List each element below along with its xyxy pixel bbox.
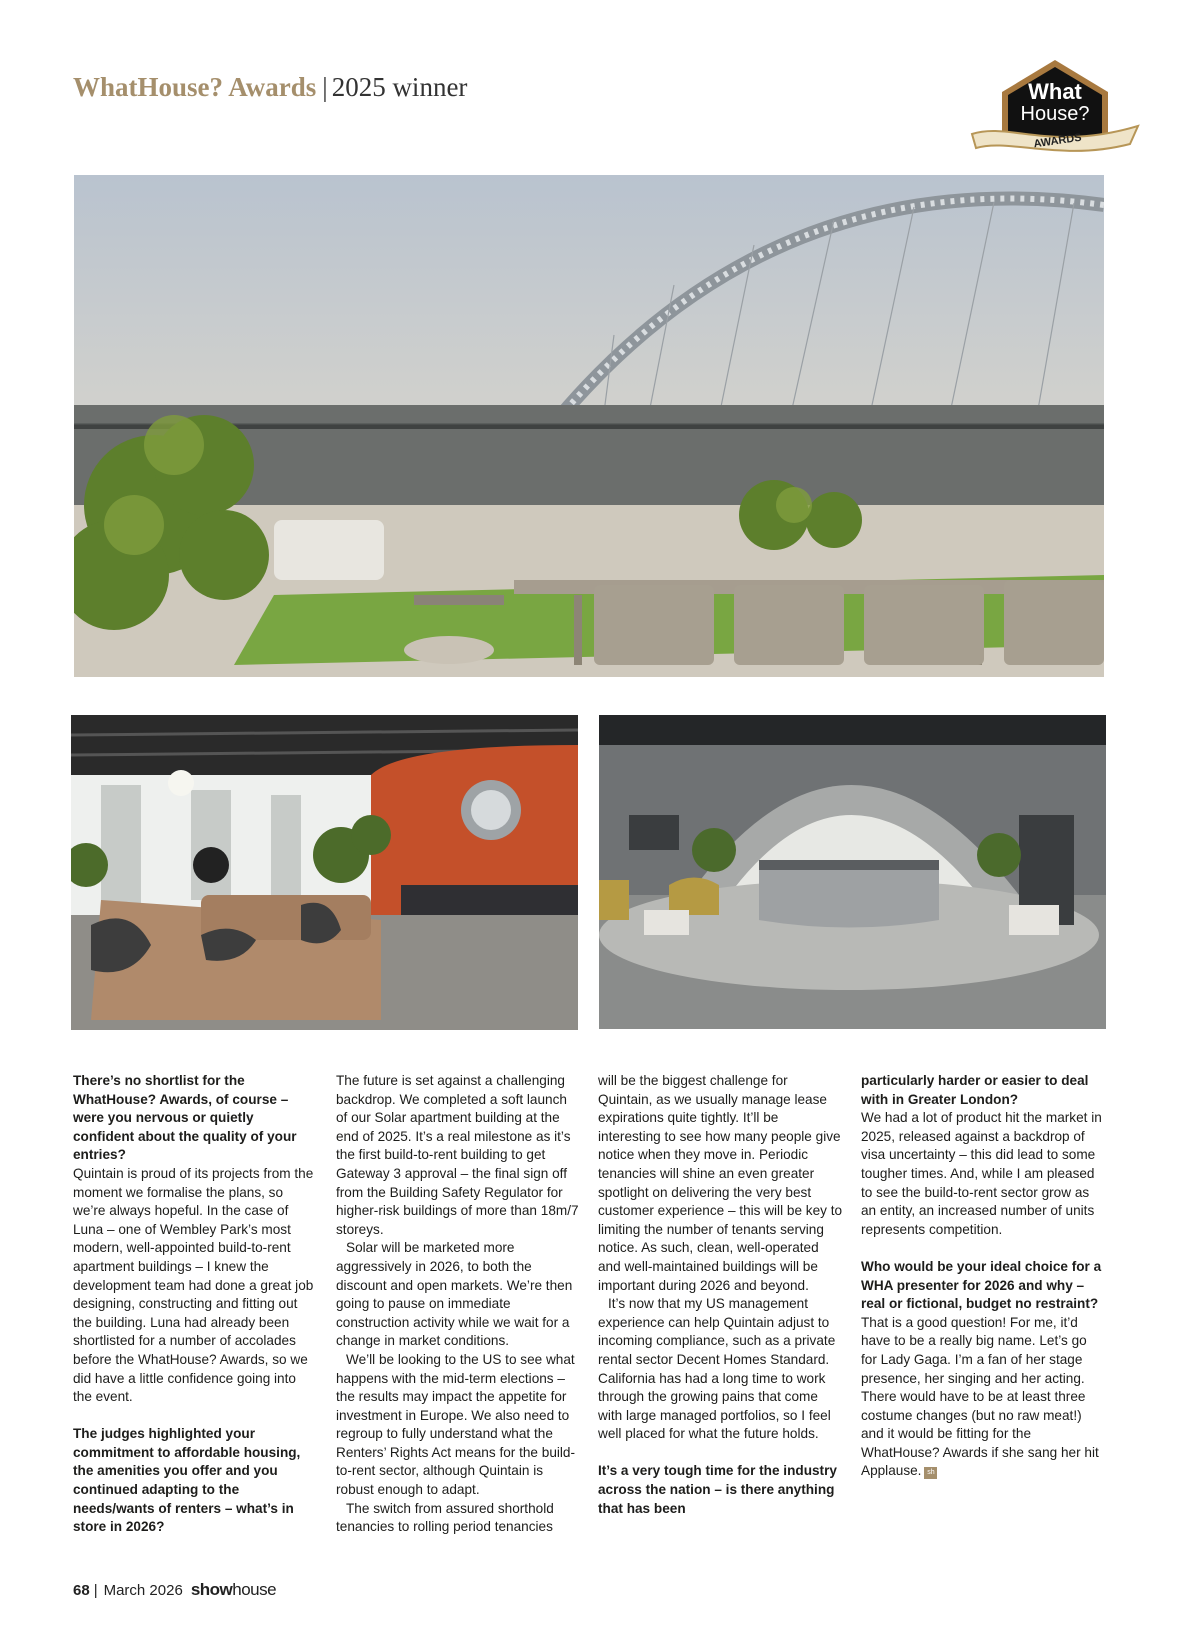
interview-question: There’s no shortlist for the WhatHouse? Awards, of course – were you nervous or quietly confident about the quality of your entries? [73, 1073, 297, 1163]
whathouse-awards-logo [970, 52, 1140, 162]
interview-question: The judges highlighted your commitment to affordable housing, the amenities you offer and you continued adapting to the needs/wants of renters – what’s in store in 2026? [73, 1426, 301, 1535]
interview-answer: We had a lot of product hit the market in 2025, released against a backdrop of visa uncertainty – this did lead to some tougher times. And, while I am pleased to see the build-to-rent sector grow as an entity, an increased number of units represents competition. [861, 1110, 1102, 1237]
page-footer [73, 1580, 276, 1600]
interview-answer-paragraph: Solar will be marketed more aggressively in 2026, to both the discount and open markets. We’re then going to pause on immediate construction activity while we wait for a change in market conditions. [336, 1240, 573, 1349]
interview-answer-paragraph: It’s now that my US management experience can help Quintain adjust to incoming compliance, such as a private rental sector Decent Homes Standard. California has had a long time to work through the growing pains that come with large managed portfolios, so I feel well placed for what the future holds. [598, 1296, 836, 1442]
interview-answer-final [861, 1314, 1106, 1481]
article-column-1 [73, 1072, 318, 1537]
end-of-article-mark: sh [924, 1467, 937, 1479]
logo-line2: House? [1020, 103, 1090, 125]
interview-answer: That is a good question! For me, it’d have to be a really big name. Let’s go for Lady Gaga. I’m a fan of her stage presence, her singing and her acting. There would have to be at least three costume changes (but no raw meat!) and it would be fitting for the WhatHouse? Awards if she sang her hit Applause. [861, 1314, 1099, 1479]
interview-answer: Quintain is proud of its projects from the moment we formalise the plans, so we’re always hopeful. In the case of Luna – one of Wembley Park’s most modern, well-appointed build-to-rent apartment buildings – I knew the development team had done a great job designing, constructing and fitting out the building. Luna had already been shortlisted for a number of accolades before the WhatHouse? Awards, so we did have a little confidence going into the event. [73, 1165, 314, 1405]
rooftop-terrace-photo [74, 175, 1104, 677]
page-header [73, 72, 467, 103]
interview-answer-paragraph: will be the biggest challenge for Quintain, as we usually manage lease expirations quite tightly. It’ll be interesting to see how many people give notice when they move in. Periodic tenancies will shine an even greater spotlight on delivering the very best customer experience – this will be key to limiting the number of tenants serving notice. As such, clean, well-operated and well-maintained buildings will be important during 2026 and beyond. [598, 1073, 843, 1293]
reception-lobby-photo [599, 715, 1106, 1029]
logo-banner: AWARDS [1032, 131, 1083, 151]
section-subtitle: 2025 winner [331, 72, 468, 102]
issue-date: March 2026 [103, 1582, 183, 1599]
lounge-interior-photo [71, 715, 578, 1030]
article-column-3 [598, 1072, 843, 1518]
logo-line1: What [1028, 79, 1082, 104]
interview-question: It’s a very tough time for the industry across the nation – is there anything that has been [598, 1463, 837, 1516]
section-title: WhatHouse? Awards [73, 72, 317, 102]
title-separator: | [322, 72, 328, 102]
article-column-2 [336, 1072, 581, 1537]
magazine-name-bold: show [190, 1580, 233, 1599]
page-number: 68 [73, 1582, 90, 1599]
article-column-4 [861, 1072, 1106, 1481]
interview-question: particularly harder or easier to deal with in Greater London? [861, 1073, 1089, 1107]
interview-question: Who would be your ideal choice for a WHA presenter for 2026 and why – real or fictional, budget no restraint? [861, 1258, 1102, 1312]
footer-separator: | [93, 1582, 98, 1599]
interview-answer-paragraph: The switch from assured shorthold tenancies to rolling period tenancies [336, 1500, 554, 1535]
interview-answer-paragraph: We’ll be looking to the US to see what happens with the mid-term elections – the results may impact the appetite for investment in Europe. We also need to regroup to fully understand what the Renters’ Rights Act means for the build-to-rent sector, although Quintain is robust enough to adapt. [336, 1351, 576, 1498]
interview-answer-paragraph: The future is set against a challenging backdrop. We completed a soft launch of our Solar apartment building at the end of 2025. It’s a real milestone as it’s the first build-to-rent building to get Gateway 3 approval – the final sign off from the Building Safety Regulator for higher-risk buildings of more than 18m/7 storeys. [336, 1073, 579, 1237]
magazine-name-light: house [232, 1580, 277, 1599]
